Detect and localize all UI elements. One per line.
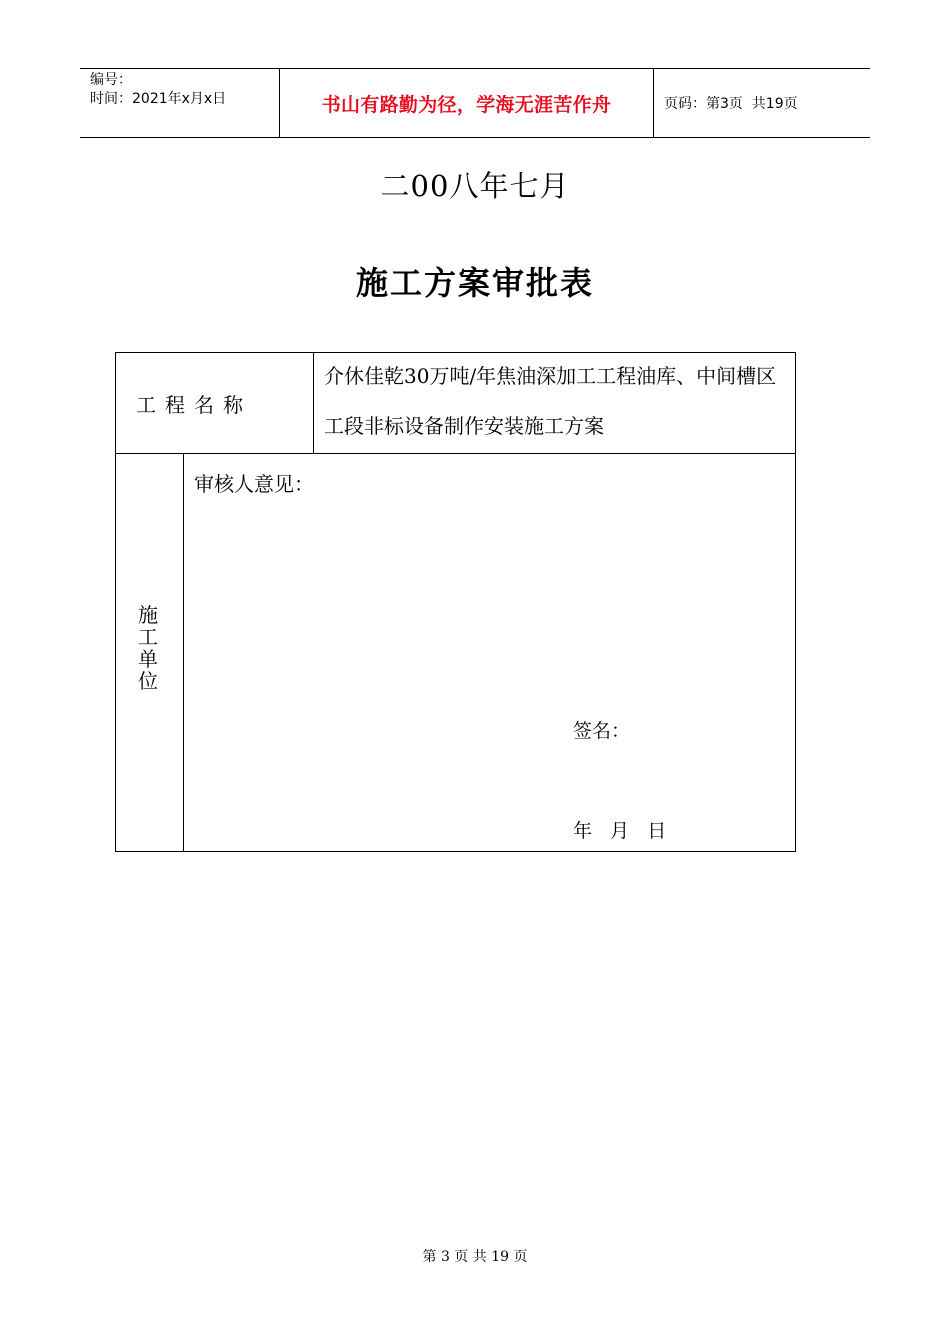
project-name-row [116,353,795,454]
project-name-label: 工程名称 [116,353,314,453]
time-label: 时间：2021年x月x日 [90,91,227,107]
header-meta [80,69,280,137]
page-info: 页码：第3页 共19页 [664,96,798,112]
page-footer: 第 3 页 共 19 页 [422,1249,528,1265]
document-title: 施工方案审批表 [355,264,594,302]
review-opinion-label: 审核人意见： [194,472,314,496]
document-date: 二00八年七月 [380,169,570,203]
signature-label: 签名： [573,720,631,742]
number-label: 编号： [90,72,132,88]
construction-unit-cell [116,454,184,851]
approval-table [115,352,796,852]
construction-unit-label: 施工单位 [138,603,158,693]
document-header [80,68,870,138]
construction-unit-row [116,454,795,851]
project-name-value: 介休佳乾30万吨/年焦油深加工工程油库、中间槽区工段非标设备制作安装施工方案 [324,364,777,438]
motto-text: 书山有路勤为径，学海无涯苦作舟 [280,69,654,137]
signature-date-line: 年 月 日 [573,820,667,842]
